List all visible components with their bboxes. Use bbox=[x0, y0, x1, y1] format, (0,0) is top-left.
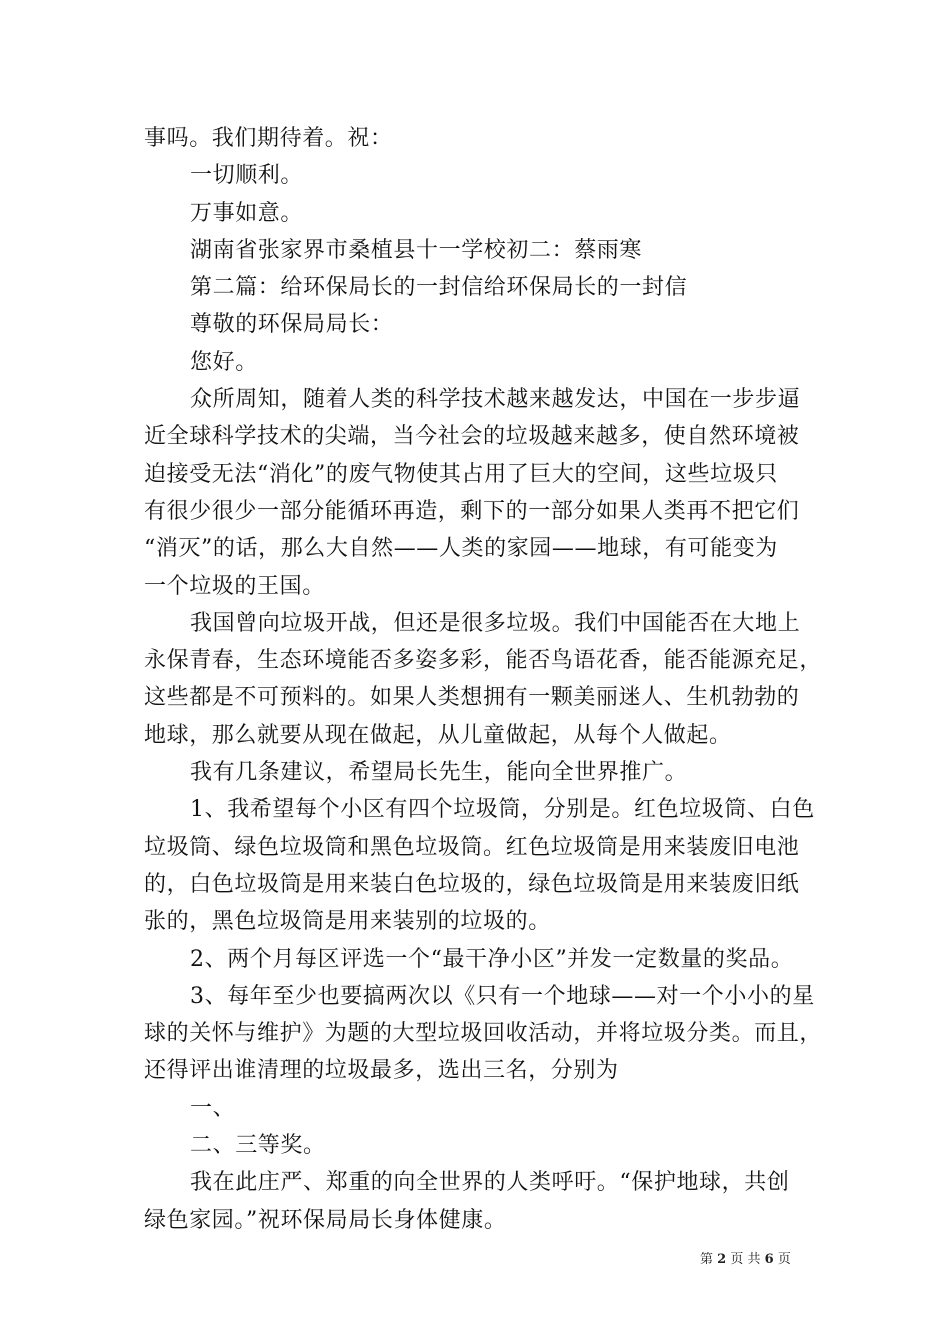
text-line: 众所周知，随着人类的科学技术越来越发达，中国在一步步逼 bbox=[190, 387, 801, 413]
text-line: 一切顺利。 bbox=[190, 163, 304, 189]
text-line: 球的关怀与维护》为题的大型垃圾回收活动，并将垃圾分类。而且， bbox=[144, 1021, 823, 1047]
text-line: 我国曾向垃圾开战，但还是很多垃圾。我们中国能否在大地上 bbox=[190, 610, 801, 636]
text-line: 近全球科学技术的尖端，当今社会的垃圾越来越多，使自然环境被 bbox=[144, 424, 800, 450]
footer-suffix: 页 bbox=[777, 1252, 791, 1267]
text-line: 湖南省张家界市桑植县十一学校初二：蔡雨寒 bbox=[190, 237, 643, 263]
text-line: 迫接受无法“消化”的废气物使其占用了巨大的空间，这些垃圾只 bbox=[144, 461, 778, 487]
text-line: “消灭”的话，那么大自然——人类的家园——地球，有可能变为 bbox=[144, 536, 778, 562]
footer-middle: 页 共 bbox=[730, 1252, 761, 1267]
text-line: 2、两个月每区评选一个“最干净小区”并发一定数量的奖品。 bbox=[190, 946, 794, 972]
text-line: 1、我希望每个小区有四个垃圾筒，分别是。红色垃圾筒、白色 bbox=[190, 797, 815, 823]
total-page-count: 6 bbox=[764, 1252, 774, 1267]
text-line: 3、每年至少也要搞两次以《只有一个地球——对一个小小的星 bbox=[190, 983, 815, 1009]
text-line: 万事如意。 bbox=[190, 200, 304, 226]
text-line: 张的，黑色垃圾筒是用来装别的垃圾的。 bbox=[144, 909, 551, 935]
page-footer bbox=[700, 1248, 791, 1267]
text-line: 二、三等奖。 bbox=[190, 1133, 326, 1159]
current-page-number: 2 bbox=[717, 1252, 727, 1267]
text-line: 永保青春，生态环境能否多姿多彩，能否鸟语花香，能否能源充足， bbox=[144, 648, 823, 674]
text-line: 我在此庄严、郑重的向全世界的人类呼吁。“保护地球，共创 bbox=[190, 1170, 790, 1196]
letter-body bbox=[144, 120, 823, 1239]
text-line: 一、 bbox=[190, 1095, 236, 1121]
text-line: 有很少很少一部分能循环再造，剩下的一部分如果人类再不把它们 bbox=[144, 498, 800, 524]
text-line: 绿色家园。”祝环保局局长身体健康。 bbox=[144, 1207, 507, 1233]
text-line: 的，白色垃圾筒是用来装白色垃圾的，绿色垃圾筒是用来装废旧纸 bbox=[144, 871, 800, 897]
text-line: 地球，那么就要从现在做起，从儿童做起，从每个人做起。 bbox=[144, 722, 732, 748]
text-line: 我有几条建议，希望局长先生，能向全世界推广。 bbox=[190, 760, 688, 786]
text-line: 您好。 bbox=[190, 349, 258, 375]
text-line: 还得评出谁清理的垃圾最多，选出三名，分别为 bbox=[144, 1058, 619, 1084]
text-line: 一个垃圾的王国。 bbox=[144, 573, 325, 599]
text-line: 事吗。我们期待着。祝： bbox=[144, 126, 393, 151]
text-line: 尊敬的环保局局长： bbox=[190, 312, 394, 338]
text-line: 垃圾筒、绿色垃圾筒和黑色垃圾筒。红色垃圾筒是用来装废旧电池 bbox=[144, 834, 800, 860]
section-heading: 第二篇：给环保局长的一封信给环保局长的一封信 bbox=[190, 275, 688, 301]
text-line: 这些都是不可预料的。如果人类想拥有一颗美丽迷人、生机勃勃的 bbox=[144, 685, 800, 711]
footer-prefix: 第 bbox=[700, 1252, 714, 1267]
